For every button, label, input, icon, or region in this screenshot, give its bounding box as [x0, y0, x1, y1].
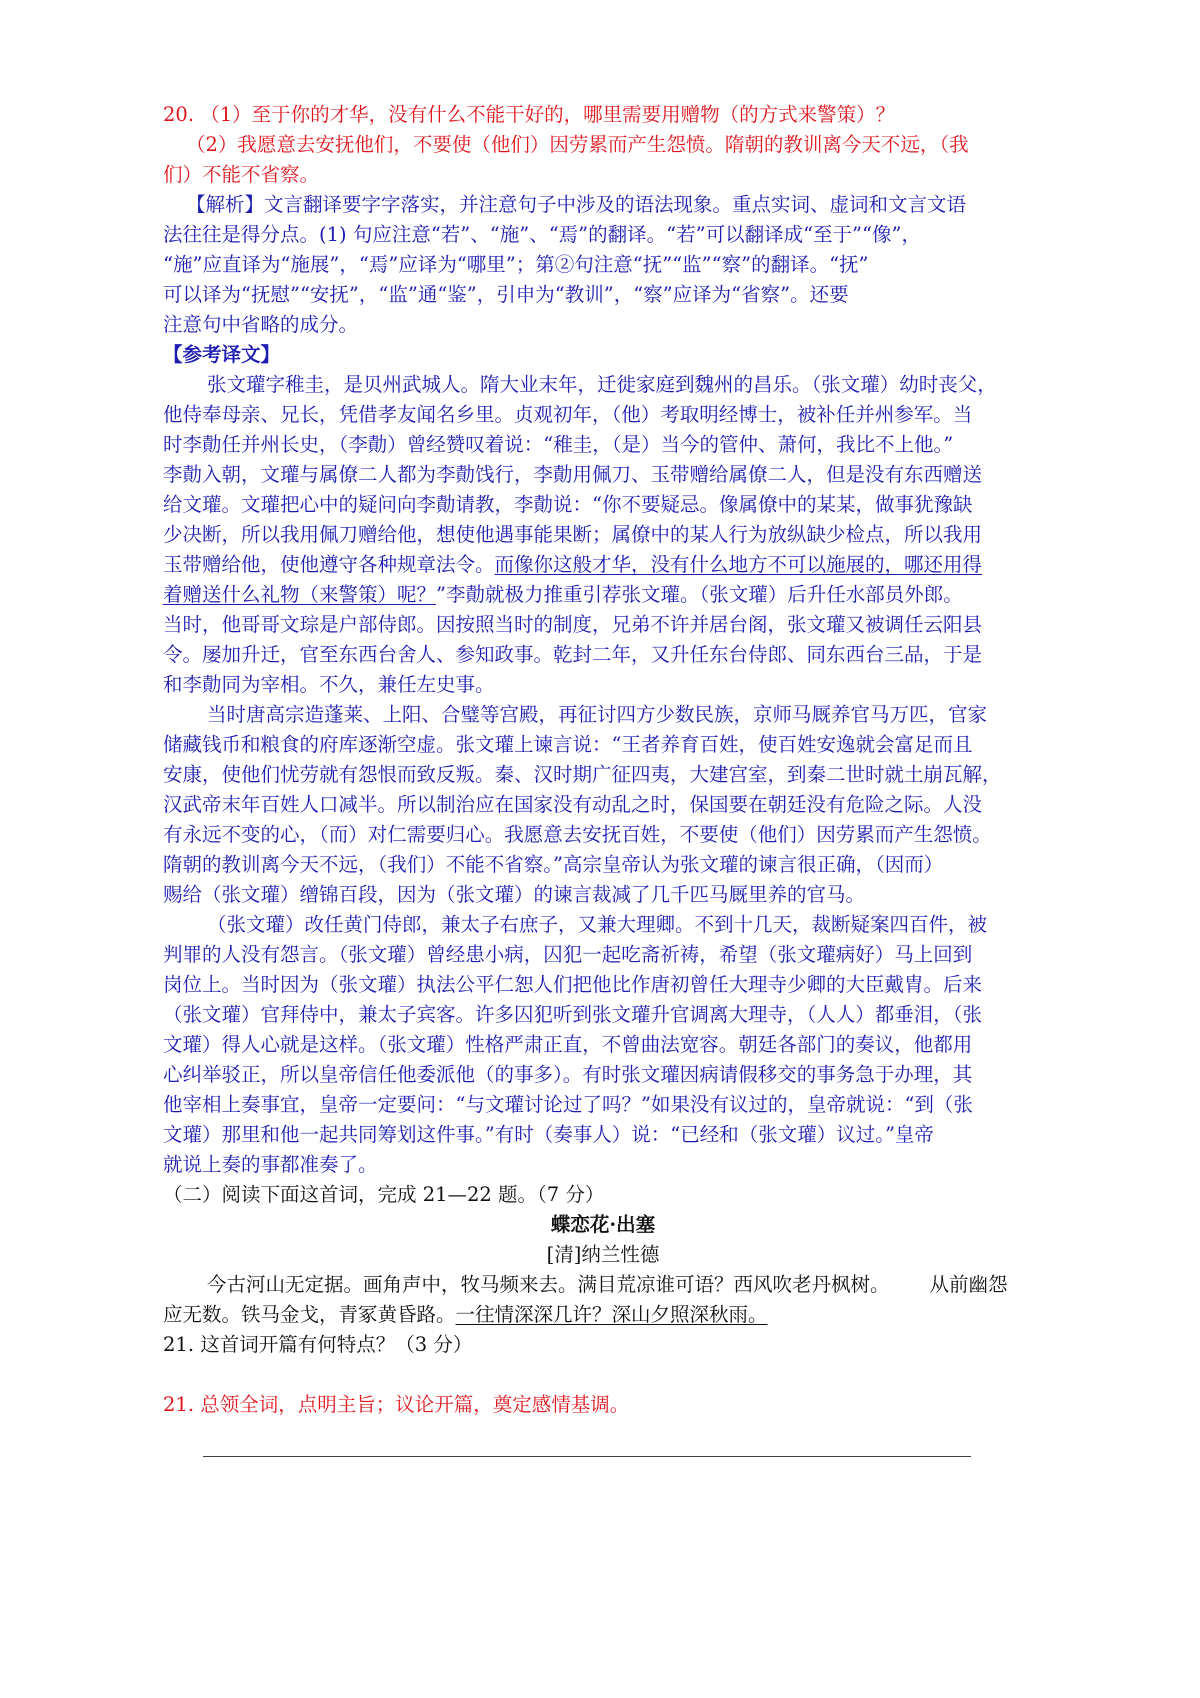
translation-line: 少决断，所以我用佩刀赠给他，想使他遇事能果断；属僚中的某人行为放纵缺少检点，所以我用 [163, 523, 983, 546]
q20-answer-line-2: （2）我愿意去安抚他们，不要使（他们）因劳累而产生怨愤。隋朝的教训离今天不远，（我 [186, 133, 969, 156]
poem-author: [清]纳兰性德 [546, 1243, 660, 1266]
poem-segment: 从前幽怨 [929, 1273, 1008, 1296]
analysis-line-4: 可以译为“抚慰”“安抚”，“监”通“鉴”，引申为“教训”，“察”应译为“省察”。还要 [163, 283, 849, 306]
translation-line: 张文瓘字稚圭，是贝州武城人。隋大业末年，迁徙家庭到魏州的昌乐。（张文瓘）幼时丧父， [207, 373, 997, 396]
translation-line: 时李勣任并州长史，（李勣）曾经赞叹着说：“稚圭，（是）当今的管仲、萧何，我比不上他。” [163, 433, 954, 456]
translation-line [163, 583, 963, 607]
poem-segment: 应无数。铁马金戈，青冢黄昏路。 [163, 1303, 456, 1326]
analysis-line-2: 法往往是得分点。(1) 句应注意“若”、“施”、“焉”的翻译。“若”可以翻译成“至于”“像”， [163, 223, 921, 246]
translation-heading: 【参考译文】 [163, 343, 281, 366]
q20-answer-line-1: 20. （1）至于你的才华，没有什么不能干好的，哪里需要用赠物（的方式来警策）？ [163, 103, 896, 126]
translation-line [163, 553, 982, 577]
q20-answer-line-3: 们）不能不省察。 [163, 163, 320, 186]
translation-line: 心纠举驳正，所以皇帝信任他委派他（的事多）。有时张文瓘因病请假移交的事务急于办理，其 [163, 1063, 973, 1086]
analysis-line-3: “施”应直译为“施展”，“焉”应译为“哪里”；第②句注意“抚”“监”“察”的翻译。“抚” [163, 253, 869, 276]
answer-21: 21. 总领全词，点明主旨；议论开篇，奠定感情基调。 [163, 1393, 630, 1416]
analysis-line-5: 注意句中省略的成分。 [163, 313, 359, 336]
poem-underlined-segment: 一往情深深几许？深山夕照深秋雨。 [455, 1303, 768, 1326]
poem-line-1 [207, 1273, 1008, 1297]
poem-segment: 今古河山无定据。画角声中，牧马频来去。满目荒凉谁可语？西风吹老丹枫树。 [207, 1273, 890, 1296]
translation-line: 隋朝的教训离今天不远，（我们）不能不省察。”高宗皇帝认为张文瓘的谏言很正确，（因而） [163, 853, 944, 876]
analysis-line-1: 【解析】文言翻译要字字落实，并注意句子中涉及的语法现象。重点实词、虚词和文言文语 [186, 193, 967, 216]
translation-line: 他宰相上奏事宜，皇帝一定要问：“与文瓘讨论过了吗？”如果没有议过的，皇帝就说：“到（张 [163, 1093, 973, 1116]
translation-line: 李勣入朝，文瓘与属僚二人都为李勣饯行，李勣用佩刀、玉带赠给属僚二人，但是没有东西赠送 [163, 463, 983, 486]
translation-line: 他侍奉母亲、兄长，凭借孝友闻名乡里。贞观初年，（他）考取明经博士，被补任并州参军。当 [163, 403, 973, 426]
translation-line: 文瓘）得人心就是这样。（张文瓘）性格严肃正直，不曾曲法宽容。朝廷各部门的奏议，他都用 [163, 1033, 973, 1056]
translation-line: 就说上奏的事都准奏了。 [163, 1153, 378, 1176]
translation-line: 汉武帝末年百姓人口减半。所以制治应在国家没有动乱之时，保国要在朝廷没有危险之际。人没 [163, 793, 983, 816]
translation-line: 当时，他哥哥文琮是户部侍郎。因按照当时的制度，兄弟不许并居台阁，张文瓘又被调任云阳县 [163, 613, 983, 636]
poem-title: 蝶恋花·出塞 [550, 1213, 656, 1236]
translation-line: 岗位上。当时因为（张文瓘）执法公平仁恕人们把他比作唐初曾任大理寺少卿的大臣戴胄。后来 [163, 973, 983, 996]
question-21: 21. 这首词开篇有何特点？（3 分） [163, 1333, 473, 1356]
translation-line: 文瓘）那里和他一起共同筹划这件事。”有时（奏事人）说：“已经和（张文瓘）议过。”皇帝 [163, 1123, 934, 1146]
translation-line: （张文瓘）改任黄门侍郎，兼太子右庶子，又兼大理卿。不到十几天，裁断疑案四百件，被 [207, 913, 988, 936]
translation-segment: 玉带赠给他，使他遵守各种规章法令。 [163, 553, 495, 576]
translation-line: 当时唐高宗造蓬莱、上阳、合璧等宫殿，再征讨四方少数民族，京师马厩养官马万匹，官家 [207, 703, 988, 726]
translation-line: 储藏钱币和粮食的府库逐渐空虚。张文瓘上谏言说：“王者养育百姓，使百姓安逸就会富足而且 [163, 733, 973, 756]
answer-blank-line [203, 1456, 971, 1457]
translation-line: 赐给（张文瓘）缯锦百段，因为（张文瓘）的谏言裁减了几千匹马厩里养的官马。 [163, 883, 866, 906]
translation-line: 有永远不变的心，（而）对仁需要归心。我愿意去安抚百姓，不要使（他们）因劳累而产生怨愤。 [163, 823, 992, 846]
translation-underlined-segment: 着赠送什么礼物（来警策）呢？ [163, 583, 437, 606]
translation-line: 判罪的人没有怨言。（张文瓘）曾经患小病，囚犯一起吃斋祈祷，希望（张文瓘病好）马上回到 [163, 943, 973, 966]
translation-line: 和李勣同为宰相。不久，兼任左史事。 [163, 673, 495, 696]
section2-intro: （二）阅读下面这首词，完成 21—22 题。（7 分） [163, 1183, 605, 1206]
translation-line: 令。屡加升迁，官至东西台舍人、参知政事。乾封二年，又升任东台侍郎、同东西台三品，于是 [163, 643, 983, 666]
poem-line-2 [163, 1303, 768, 1327]
translation-underlined-segment: 而像你这般才华，没有什么地方不可以施展的，哪还用得 [494, 553, 983, 576]
translation-line: （张文瓘）官拜侍中，兼太子宾客。许多囚犯听到张文瓘升官调离大理寺，（人人）都垂泪，（张 [163, 1003, 983, 1026]
translation-line: 给文瓘。文瓘把心中的疑问向李勣请教，李勣说：“你不要疑忌。像属僚中的某某，做事犹豫缺 [163, 493, 973, 516]
translation-segment: ”李勣就极力推重引荐张文瓘。（张文瓘）后升任水部员外郎。 [436, 583, 963, 606]
translation-line: 安康，使他们忧劳就有怨恨而致反叛。秦、汉时期广征四夷，大建宫室，到秦二世时就土崩瓦解， [163, 763, 1002, 786]
